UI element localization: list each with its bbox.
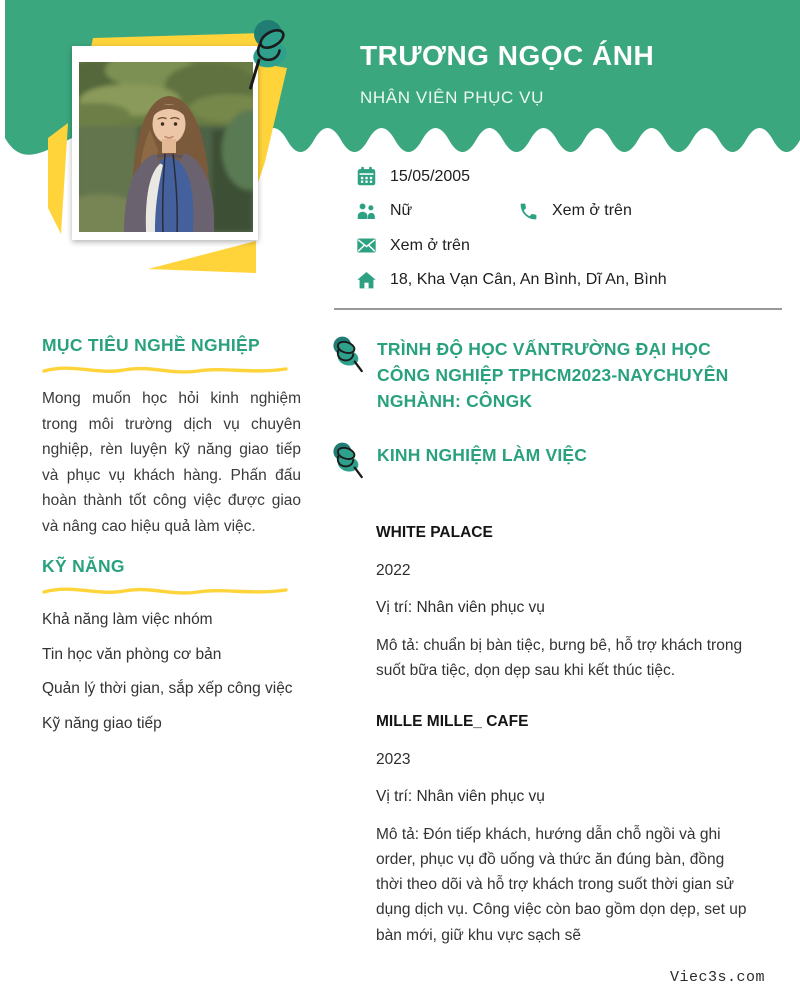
job-entry bbox=[376, 522, 748, 684]
experience-heading: KINH NGHIỆM LÀM VIỆC bbox=[377, 445, 588, 465]
education-section bbox=[332, 334, 790, 414]
gender-cell bbox=[356, 201, 518, 222]
contact-row-email bbox=[356, 235, 786, 256]
job-description: Mô tả: Đón tiếp khách, hướng dẫn chỗ ngồi và ghi order, phục vụ đồ uống và thức ăn đúng bàn, đồng thời theo dõi và hỗ trợ khách trong suốt thời gian sử dụng dịch vụ. Công việc còn bao gồm dọn dẹp, set up bàn mới, giữ khu vực sạch sẽ bbox=[376, 825, 747, 944]
job-position: Vị trí: Nhân viên phục vụ bbox=[376, 787, 545, 805]
job-description: Mô tả: chuẩn bị bàn tiệc, bưng bê, hỗ trợ khách trong suốt bữa tiệc, dọn dẹp sau khi kết thúc tiệc. bbox=[376, 637, 743, 680]
squiggle-underline bbox=[42, 362, 288, 376]
contact-info bbox=[356, 166, 786, 304]
job-year: 2023 bbox=[376, 750, 411, 768]
experience-jobs bbox=[376, 522, 748, 948]
job-entry bbox=[376, 711, 748, 948]
profile-photo bbox=[55, 52, 278, 242]
job-company: MILLE MILLE_ CAFE bbox=[376, 712, 529, 730]
contact-row-gender-phone bbox=[356, 201, 786, 222]
phone-icon bbox=[518, 201, 539, 222]
experience-section bbox=[332, 440, 790, 482]
candidate-job-title: NHÂN VIÊN PHỤC VỤ bbox=[360, 88, 545, 107]
objective-heading: MỤC TIÊU NGHỀ NGHIỆP bbox=[42, 335, 260, 355]
email-value: Xem ở trên bbox=[390, 236, 470, 254]
pushpin-icon bbox=[332, 334, 366, 376]
job-company: WHITE PALACE bbox=[376, 524, 493, 541]
contact-row-address bbox=[356, 270, 786, 291]
candidate-name: TRƯƠNG NGỌC ÁNH bbox=[360, 40, 655, 71]
home-icon bbox=[356, 270, 377, 291]
email-icon bbox=[356, 235, 377, 256]
skills-heading: KỸ NĂNG bbox=[42, 556, 125, 576]
skill-item: Tin học văn phòng cơ bản bbox=[42, 645, 222, 663]
birthday-value: 15/05/2005 bbox=[390, 167, 471, 185]
objective-text: Mong muốn học hỏi kinh nghiệm trong môi trường dịch vụ chuyên nghiệp, rèn luyện kỹ năng giao tiếp và phục vụ khách hàng. Phấn đấu hoàn thành tốt công việc được giao và nâng cao hiệu quả làm việc. bbox=[42, 390, 301, 535]
skills-list bbox=[42, 607, 301, 736]
gender-icon bbox=[356, 201, 377, 222]
contact-row-birthday bbox=[356, 166, 786, 187]
contact-divider bbox=[334, 308, 782, 310]
right-column bbox=[332, 334, 790, 948]
left-column bbox=[42, 334, 301, 745]
job-position: Vị trí: Nhân viên phục vụ bbox=[376, 599, 545, 616]
skill-item: Kỹ năng giao tiếp bbox=[42, 714, 162, 732]
phone-cell bbox=[518, 201, 632, 222]
gender-value: Nữ bbox=[390, 202, 413, 219]
pushpin-icon bbox=[332, 440, 366, 482]
skill-item: Quản lý thời gian, sắp xếp công việc bbox=[42, 680, 293, 697]
education-heading: TRÌNH ĐỘ HỌC VẤNTRƯỜNG ĐẠI HỌC CÔNG NGHIỆP TPHCM2023-NAYCHUYÊN NGHÀNH: CÔNGK bbox=[377, 339, 729, 411]
job-year: 2022 bbox=[376, 562, 411, 579]
address-value: 18, Kha Vạn Cân, An Bình, Dĩ An, Bình bbox=[390, 271, 667, 288]
calendar-icon bbox=[356, 166, 377, 187]
skill-item: Khả năng làm việc nhóm bbox=[42, 611, 213, 628]
watermark: Viec3s.com bbox=[670, 969, 766, 986]
phone-value: Xem ở trên bbox=[552, 202, 632, 219]
squiggle-underline bbox=[42, 583, 288, 597]
